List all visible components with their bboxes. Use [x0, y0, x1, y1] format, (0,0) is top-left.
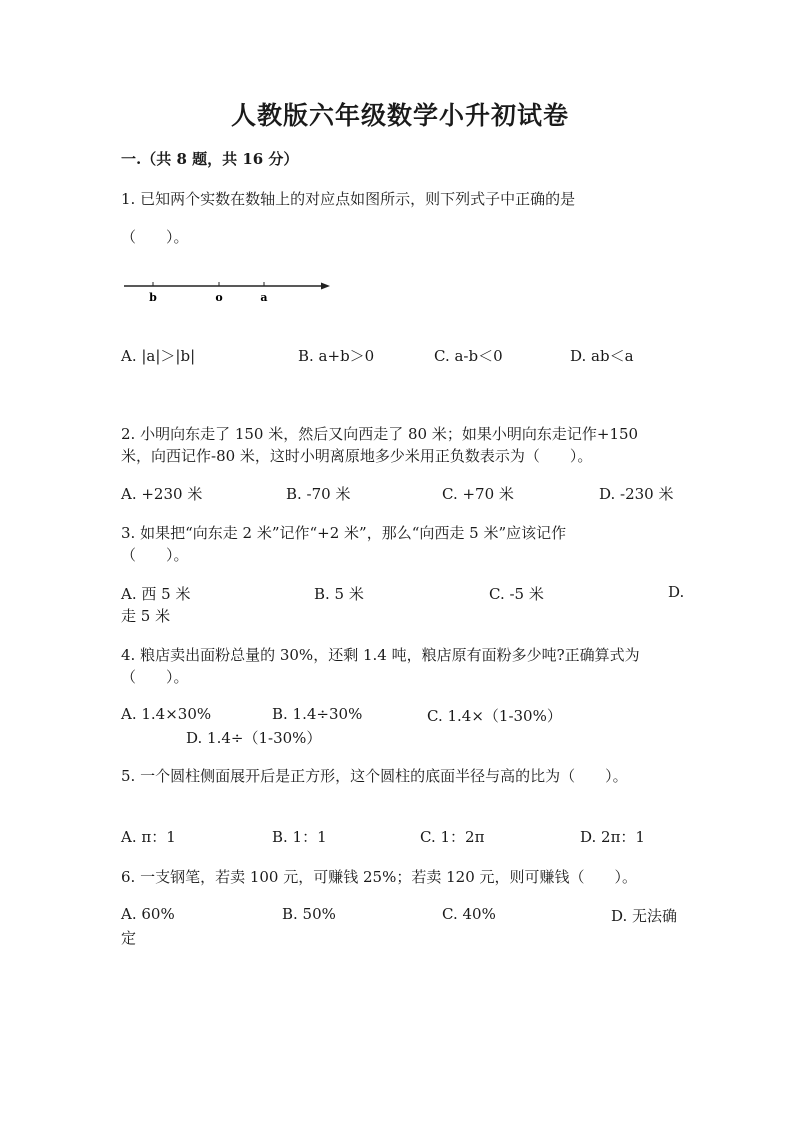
question-1-option-a: A. |a|＞|b| — [121, 347, 196, 365]
question-4-line-2: （ ）。 — [121, 668, 189, 686]
question-6-option-c: C. 40% — [442, 905, 496, 923]
question-1-option-c: C. a-b＜0 — [434, 347, 503, 365]
question-3-option-b: B. 5 米 — [314, 585, 364, 603]
question-6-option-d: D. 无法确 — [611, 907, 678, 925]
question-6-option-d-wrap: 定 — [121, 929, 137, 947]
question-5-line-1: 5. 一个圆柱侧面展开后是正方形，这个圆柱的底面半径与高的比为（ ）。 — [121, 767, 628, 785]
question-3-option-d: D. — [668, 583, 685, 601]
question-2-line-2: 米，向西记作-80 米，这时小明离原地多少米用正负数表示为（ ）。 — [121, 447, 593, 465]
label-b: b — [149, 291, 157, 304]
question-6-option-b: B. 50% — [282, 905, 336, 923]
question-3-line-2: （ ）。 — [121, 546, 189, 564]
question-4-option-b: B. 1.4÷30% — [272, 705, 363, 723]
section-heading: 一.（共 8 题，共 16 分） — [121, 150, 299, 168]
number-line-arrow — [321, 283, 330, 290]
question-2-option-d: D. -230 米 — [599, 485, 674, 503]
question-1-option-b: B. a+b＞0 — [298, 347, 375, 365]
question-3-option-a: A. 西 5 米 — [121, 585, 191, 603]
label-a: a — [260, 291, 268, 304]
question-5-option-b: B. 1：1 — [272, 828, 327, 846]
number-line-figure — [118, 276, 338, 306]
question-5-option-c: C. 1：2π — [420, 828, 485, 846]
question-4-option-a: A. 1.4×30% — [121, 705, 212, 723]
page-title: 人教版六年级数学小升初试卷 — [230, 101, 569, 130]
question-2-option-b: B. -70 米 — [286, 485, 351, 503]
question-3-option-d-wrap: 走 5 米 — [121, 607, 171, 625]
question-3-line-1: 3. 如果把“向东走 2 米”记作“+2 米”，那么“向西走 5 米”应该记作 — [121, 524, 567, 542]
question-4-option-d: D. 1.4÷（1-30%） — [186, 729, 322, 747]
question-2-option-c: C. +70 米 — [442, 485, 514, 503]
question-4-line-1: 4. 粮店卖出面粉总量的 30%，还剩 1.4 吨，粮店原有面粉多少吨?正确算式为 — [121, 646, 640, 664]
question-2-line-1: 2. 小明向东走了 150 米，然后又向西走了 80 米；如果小明向东走记作+150 — [121, 425, 639, 443]
question-5-option-d: D. 2π：1 — [580, 828, 645, 846]
question-6-line-1: 6. 一支钢笔，若卖 100 元，可赚钱 25%；若卖 120 元，则可赚钱（ ）。 — [121, 868, 638, 886]
question-3-option-c: C. -5 米 — [489, 585, 544, 603]
question-5-option-a: A. π：1 — [121, 828, 176, 846]
question-6-option-a: A. 60% — [121, 905, 175, 923]
question-1-line-1: 1. 已知两个实数在数轴上的对应点如图所示，则下列式子中正确的是 — [121, 190, 576, 208]
label-o: o — [215, 291, 223, 304]
question-1-option-d: D. ab＜a — [570, 347, 634, 365]
question-4-option-c: C. 1.4×（1-30%） — [427, 707, 562, 725]
question-2-option-a: A. +230 米 — [121, 485, 203, 503]
question-1-line-2: （ ）。 — [121, 228, 189, 246]
